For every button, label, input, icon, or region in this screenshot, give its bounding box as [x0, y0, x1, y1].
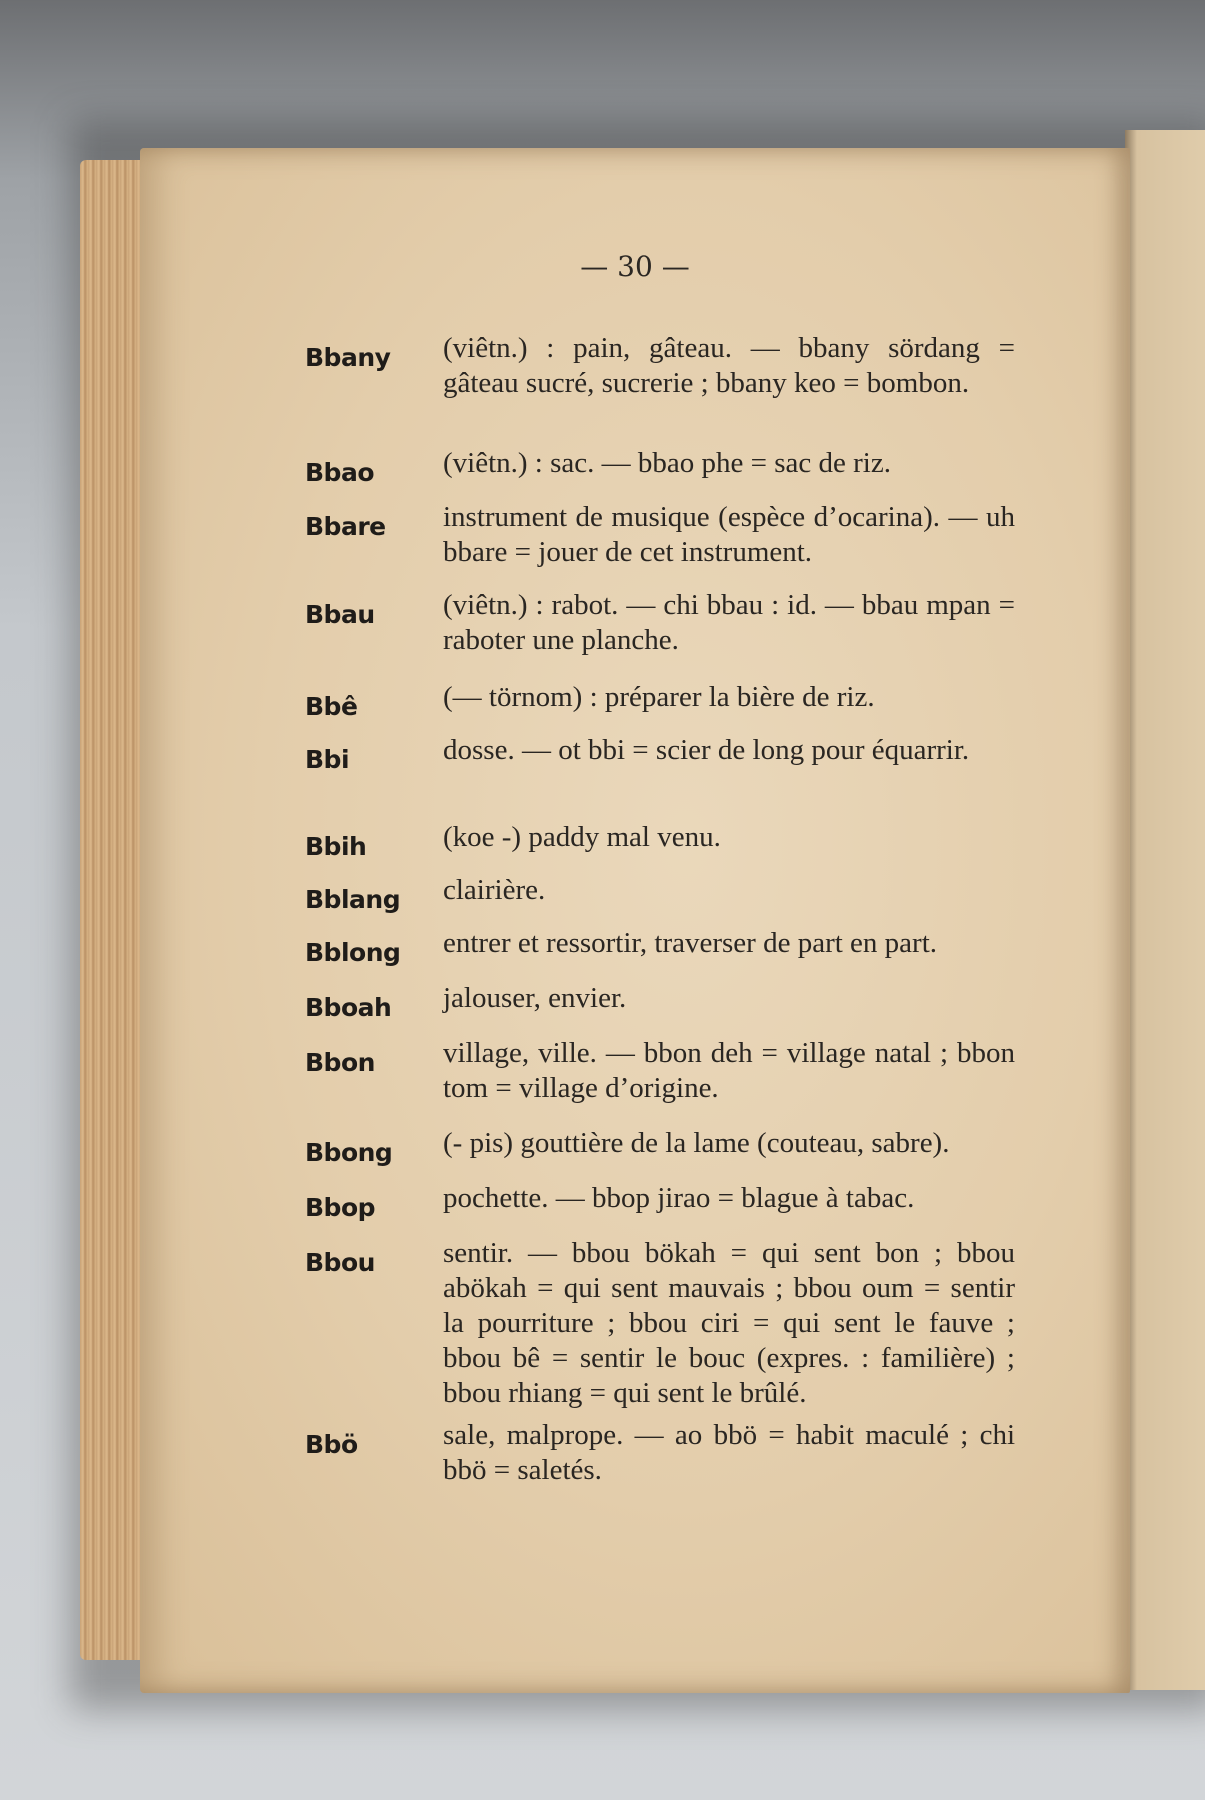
- definition: (viêtn.) : pain, gâteau. — bbany sördang = gâteau sucré, sucrerie ; bbany keo = bombon.: [443, 332, 1015, 399]
- definition: clairière.: [443, 874, 546, 906]
- definition: sale, malprope. — ao bbö = habit maculé ; chi bbö = saletés.: [443, 1419, 1015, 1486]
- headword: Bbö: [305, 1430, 358, 1459]
- definition: (viêtn.) : sac. — bbao phe = sac de riz.: [443, 447, 891, 479]
- headword: Bblong: [305, 938, 401, 967]
- headword: Bblang: [305, 885, 401, 914]
- headword: Bbao: [305, 458, 374, 487]
- headword: Bbê: [305, 692, 358, 721]
- headword: Bbon: [305, 1048, 375, 1077]
- facing-page-edge: [1125, 130, 1205, 1690]
- definition: jalouser, envier.: [443, 982, 627, 1014]
- definition: pochette. — bbop jirao = blague à tabac.: [443, 1182, 915, 1214]
- definition: (viêtn.) : rabot. — chi bbau : id. — bbau mpan = raboter une planche.: [443, 589, 1015, 656]
- headword: Bboah: [305, 993, 392, 1022]
- headword: Bbih: [305, 832, 367, 861]
- definition: instrument de musique (espèce d’ocarina). — uh bbare = jouer de cet instrument.: [443, 501, 1015, 568]
- definition: (koe -) paddy mal venu.: [443, 821, 721, 853]
- page-number: — 30 —: [580, 250, 690, 283]
- headword: Bbare: [305, 512, 386, 541]
- headword: Bbany: [305, 343, 391, 372]
- headword: Bbong: [305, 1138, 393, 1167]
- definition: village, ville. — bbon deh = village natal ; bbon tom = village d’origine.: [443, 1037, 1015, 1104]
- dictionary-entries: [140, 148, 1130, 1693]
- definition: (- pis) gouttière de la lame (couteau, sabre).: [443, 1127, 950, 1159]
- book-page: [140, 148, 1130, 1693]
- definition: sentir. — bbou bökah = qui sent bon ; bbou abökah = qui sent mauvais ; bbou oum = sentir la pourriture ; bbou ciri = qui sent le fauve ; bbou bê = sentir le bouc (expres. : familière) ; bbou rhiang = qui sent le brûlé.: [443, 1237, 1015, 1409]
- headword: Bbau: [305, 600, 375, 629]
- headword: Bbop: [305, 1193, 376, 1222]
- definition: entrer et ressortir, traverser de part en part.: [443, 927, 938, 959]
- headword: Bbou: [305, 1248, 375, 1277]
- definition: (— törnom) : préparer la bière de riz.: [443, 681, 875, 713]
- definition: dosse. — ot bbi = scier de long pour équarrir.: [443, 734, 970, 766]
- headword: Bbi: [305, 745, 350, 774]
